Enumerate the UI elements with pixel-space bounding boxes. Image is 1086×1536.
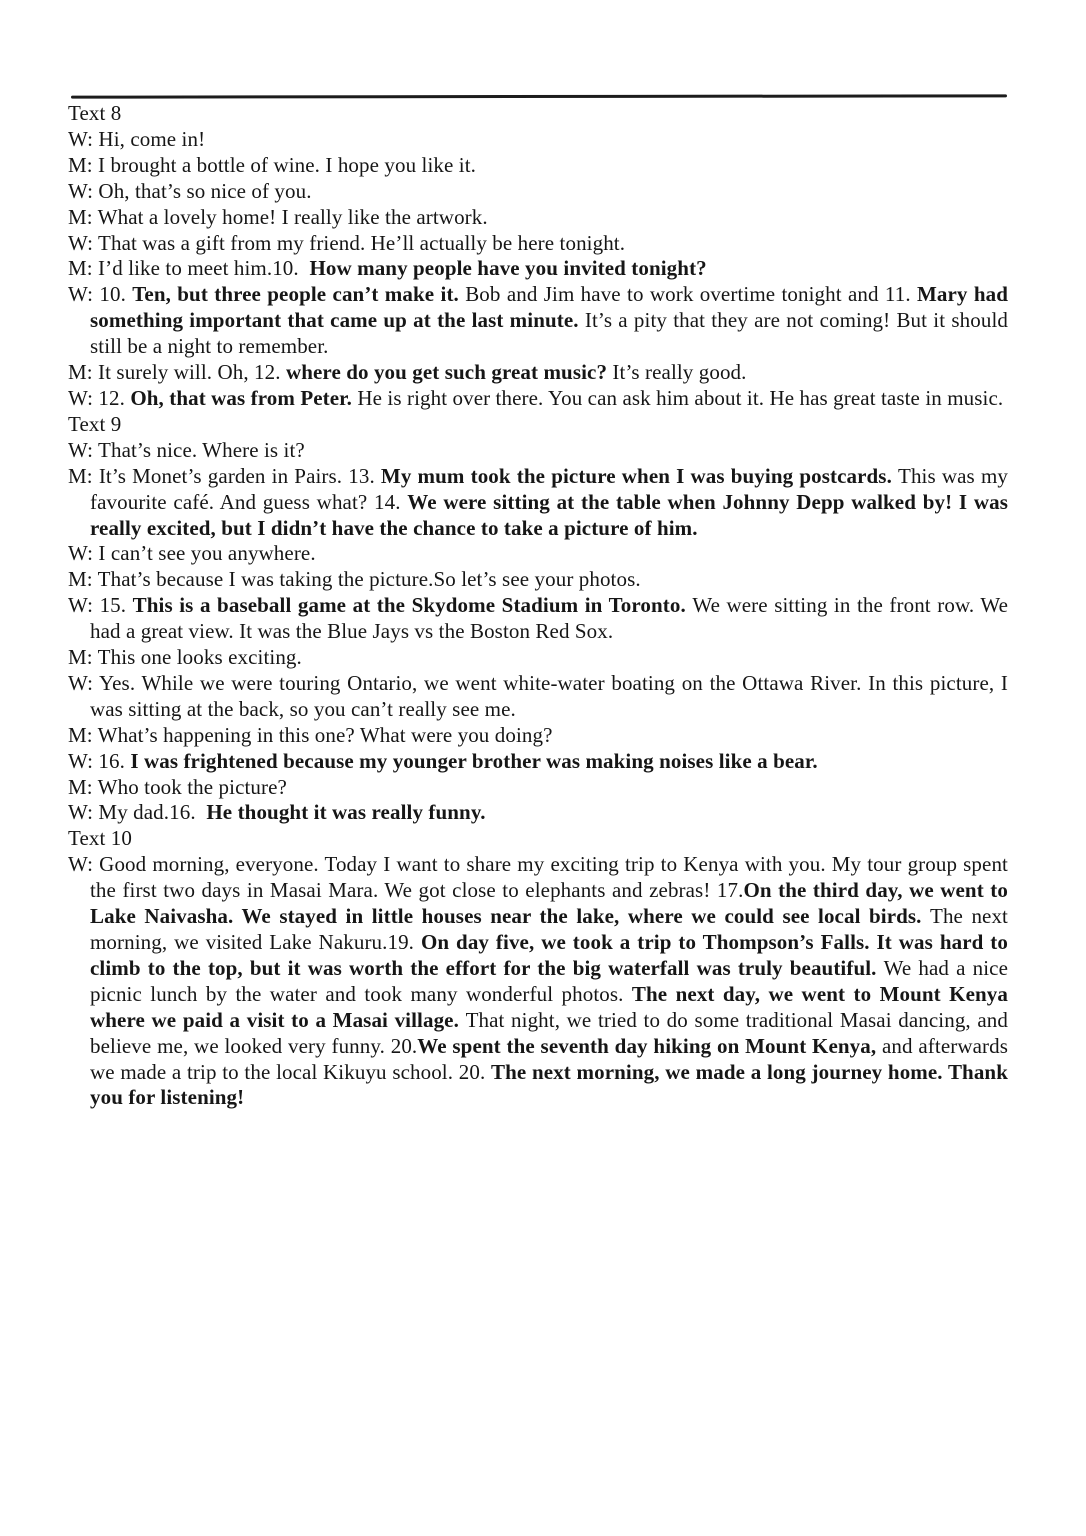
emphasized-text-segment: The next morning, we made a long journey home. Thank you for listening!: [90, 1059, 1008, 1110]
text-segment: M: I’d like to meet him.10.: [68, 256, 310, 281]
dialogue-line: [68, 360, 1008, 386]
dialogue-line: [68, 775, 1008, 801]
emphasized-text-segment: Oh, that was from Peter.: [130, 385, 358, 410]
text-segment: W: Good morning, everyone. Today I want to share my exciting trip to Kenya with you. My tour group spent the first two days in Masai Mara. We got close to elephants and zebras! 17.: [68, 852, 1008, 903]
text-segment: We were sitting in the front row. We had a great view. It was the Blue Jays vs the Boston Red Sox.: [90, 593, 1008, 644]
emphasized-text-segment: We spent the seventh day hiking on Mount Kenya,: [417, 1033, 882, 1058]
dialogue-line: [68, 749, 1008, 775]
text-segment: M: What’s happening in this one? What were you doing?: [68, 722, 553, 747]
dialogue-line: [68, 541, 1008, 567]
text-segment: M: I brought a bottle of wine. I hope you like it.: [68, 152, 477, 177]
dialogue-line: [68, 723, 1008, 749]
emphasized-text-segment: This is a baseball game at the Skydome Stadium in Toronto.: [132, 593, 693, 618]
dialogue-line: [68, 256, 1008, 282]
text-segment: W: My dad.16.: [68, 800, 207, 825]
text-segment: and afterwards we made a trip to the local Kikuyu school. 20.: [90, 1033, 1008, 1084]
text-segment: This was my favourite café. And guess what? 14.: [90, 463, 1008, 514]
text-segment: M: This one looks exciting.: [68, 645, 302, 670]
section-title: Text 10: [68, 826, 132, 851]
dialogue-line: [68, 567, 1008, 593]
emphasized-text-segment: My mum took the picture when I was buying postcards.: [380, 463, 899, 488]
dialogue-line: [68, 671, 1008, 723]
text-segment: M: It’s Monet’s garden in Pairs. 13.: [68, 463, 381, 488]
emphasized-text-segment: Ten, but three people can’t make it.: [132, 282, 466, 307]
dialogue-line: [68, 127, 1008, 153]
text-segment: W: Hi, come in!: [68, 126, 206, 151]
dialogue-line: [68, 386, 1008, 412]
emphasized-text-segment: where do you get such great music?: [285, 360, 613, 385]
dialogue-line: [68, 593, 1008, 645]
text-segment: M: That’s because I was taking the picture.So let’s see your photos.: [68, 567, 641, 592]
text-segment: W: 10.: [68, 282, 133, 307]
emphasized-text-segment: On day five, we took a trip to Thompson’s Falls. It was hard to climb to the top, but it was worth the effort for the big waterfall was truly beautiful.: [90, 930, 1008, 980]
emphasized-text-segment: How many people have you invited tonight?: [309, 256, 707, 281]
dialogue-line: [68, 800, 1008, 826]
emphasized-text-segment: We were sitting at the table when Johnny Depp walked by! I was really excited, but I didn’t have the chance to take a picture of him.: [90, 489, 1008, 540]
emphasized-text-segment: I was frightened because my younger brother was making noises like a bear.: [130, 748, 818, 773]
text-segment: It’s really good.: [612, 360, 747, 385]
text-segment: W: That’s nice. Where is it?: [68, 437, 305, 462]
dialogue-line: [68, 153, 1008, 179]
emphasized-text-segment: On the third day, we went to Lake Naivasha. We stayed in little houses near the lake, where we could see local birds.: [90, 878, 1008, 929]
dialogue-line: [68, 282, 1008, 360]
dialogue-line: [68, 205, 1008, 231]
section-title: Text 9: [68, 411, 122, 436]
text-segment: W: Yes. While we were touring Ontario, we went white-water boating on the Ottawa River. In this picture, I was sitting at the back, so you can’t really see me.: [68, 670, 1008, 721]
top-rule: [71, 94, 1007, 98]
dialogue-line: [68, 231, 1008, 257]
text-segment: He is right over there. You can ask him about it. He has great taste in music.: [357, 385, 1004, 410]
dialogue-line: [68, 438, 1008, 464]
dialogue-line: [68, 179, 1008, 205]
dialogue-line: [68, 464, 1008, 542]
text-segment: W: Oh, that’s so nice of you.: [68, 178, 312, 203]
dialogue-line: [68, 852, 1008, 1111]
text-segment: We had a nice picnic lunch by the water and took many wonderful photos.: [90, 955, 1008, 1006]
text-segment: W: 16.: [68, 748, 131, 773]
text-segment: M: Who took the picture?: [68, 774, 287, 799]
emphasized-text-segment: The next day, we went to Mount Kenya where we paid a visit to a Masai village.: [90, 981, 1008, 1032]
text-segment: W: I can’t see you anywhere.: [68, 541, 316, 566]
text-segment: The next morning, we visited Lake Nakuru.19.: [90, 904, 1008, 954]
transcript: [68, 101, 1008, 1111]
text-segment: Bob and Jim have to work overtime tonight and 11.: [465, 282, 917, 307]
emphasized-text-segment: Mary had something important that came up at the last minute.: [90, 282, 1008, 333]
dialogue-line: [68, 645, 1008, 671]
text-segment: That night, we tried to do some traditional Masai dancing, and believe me, we looked very funny. 20.: [90, 1007, 1008, 1058]
section-title: Text 8: [68, 101, 122, 125]
text-segment: W: 15.: [68, 593, 133, 618]
text-segment: M: What a lovely home! I really like the artwork.: [68, 204, 488, 229]
text-segment: W: That was a gift from my friend. He’ll actually be here tonight.: [68, 230, 626, 255]
emphasized-text-segment: He thought it was really funny.: [206, 800, 486, 825]
text-segment: It’s a pity that they are not coming! But it should still be a night to remember.: [90, 308, 1008, 359]
text-segment: W: 12.: [68, 385, 131, 410]
text-segment: M: It surely will. Oh, 12.: [68, 360, 286, 385]
